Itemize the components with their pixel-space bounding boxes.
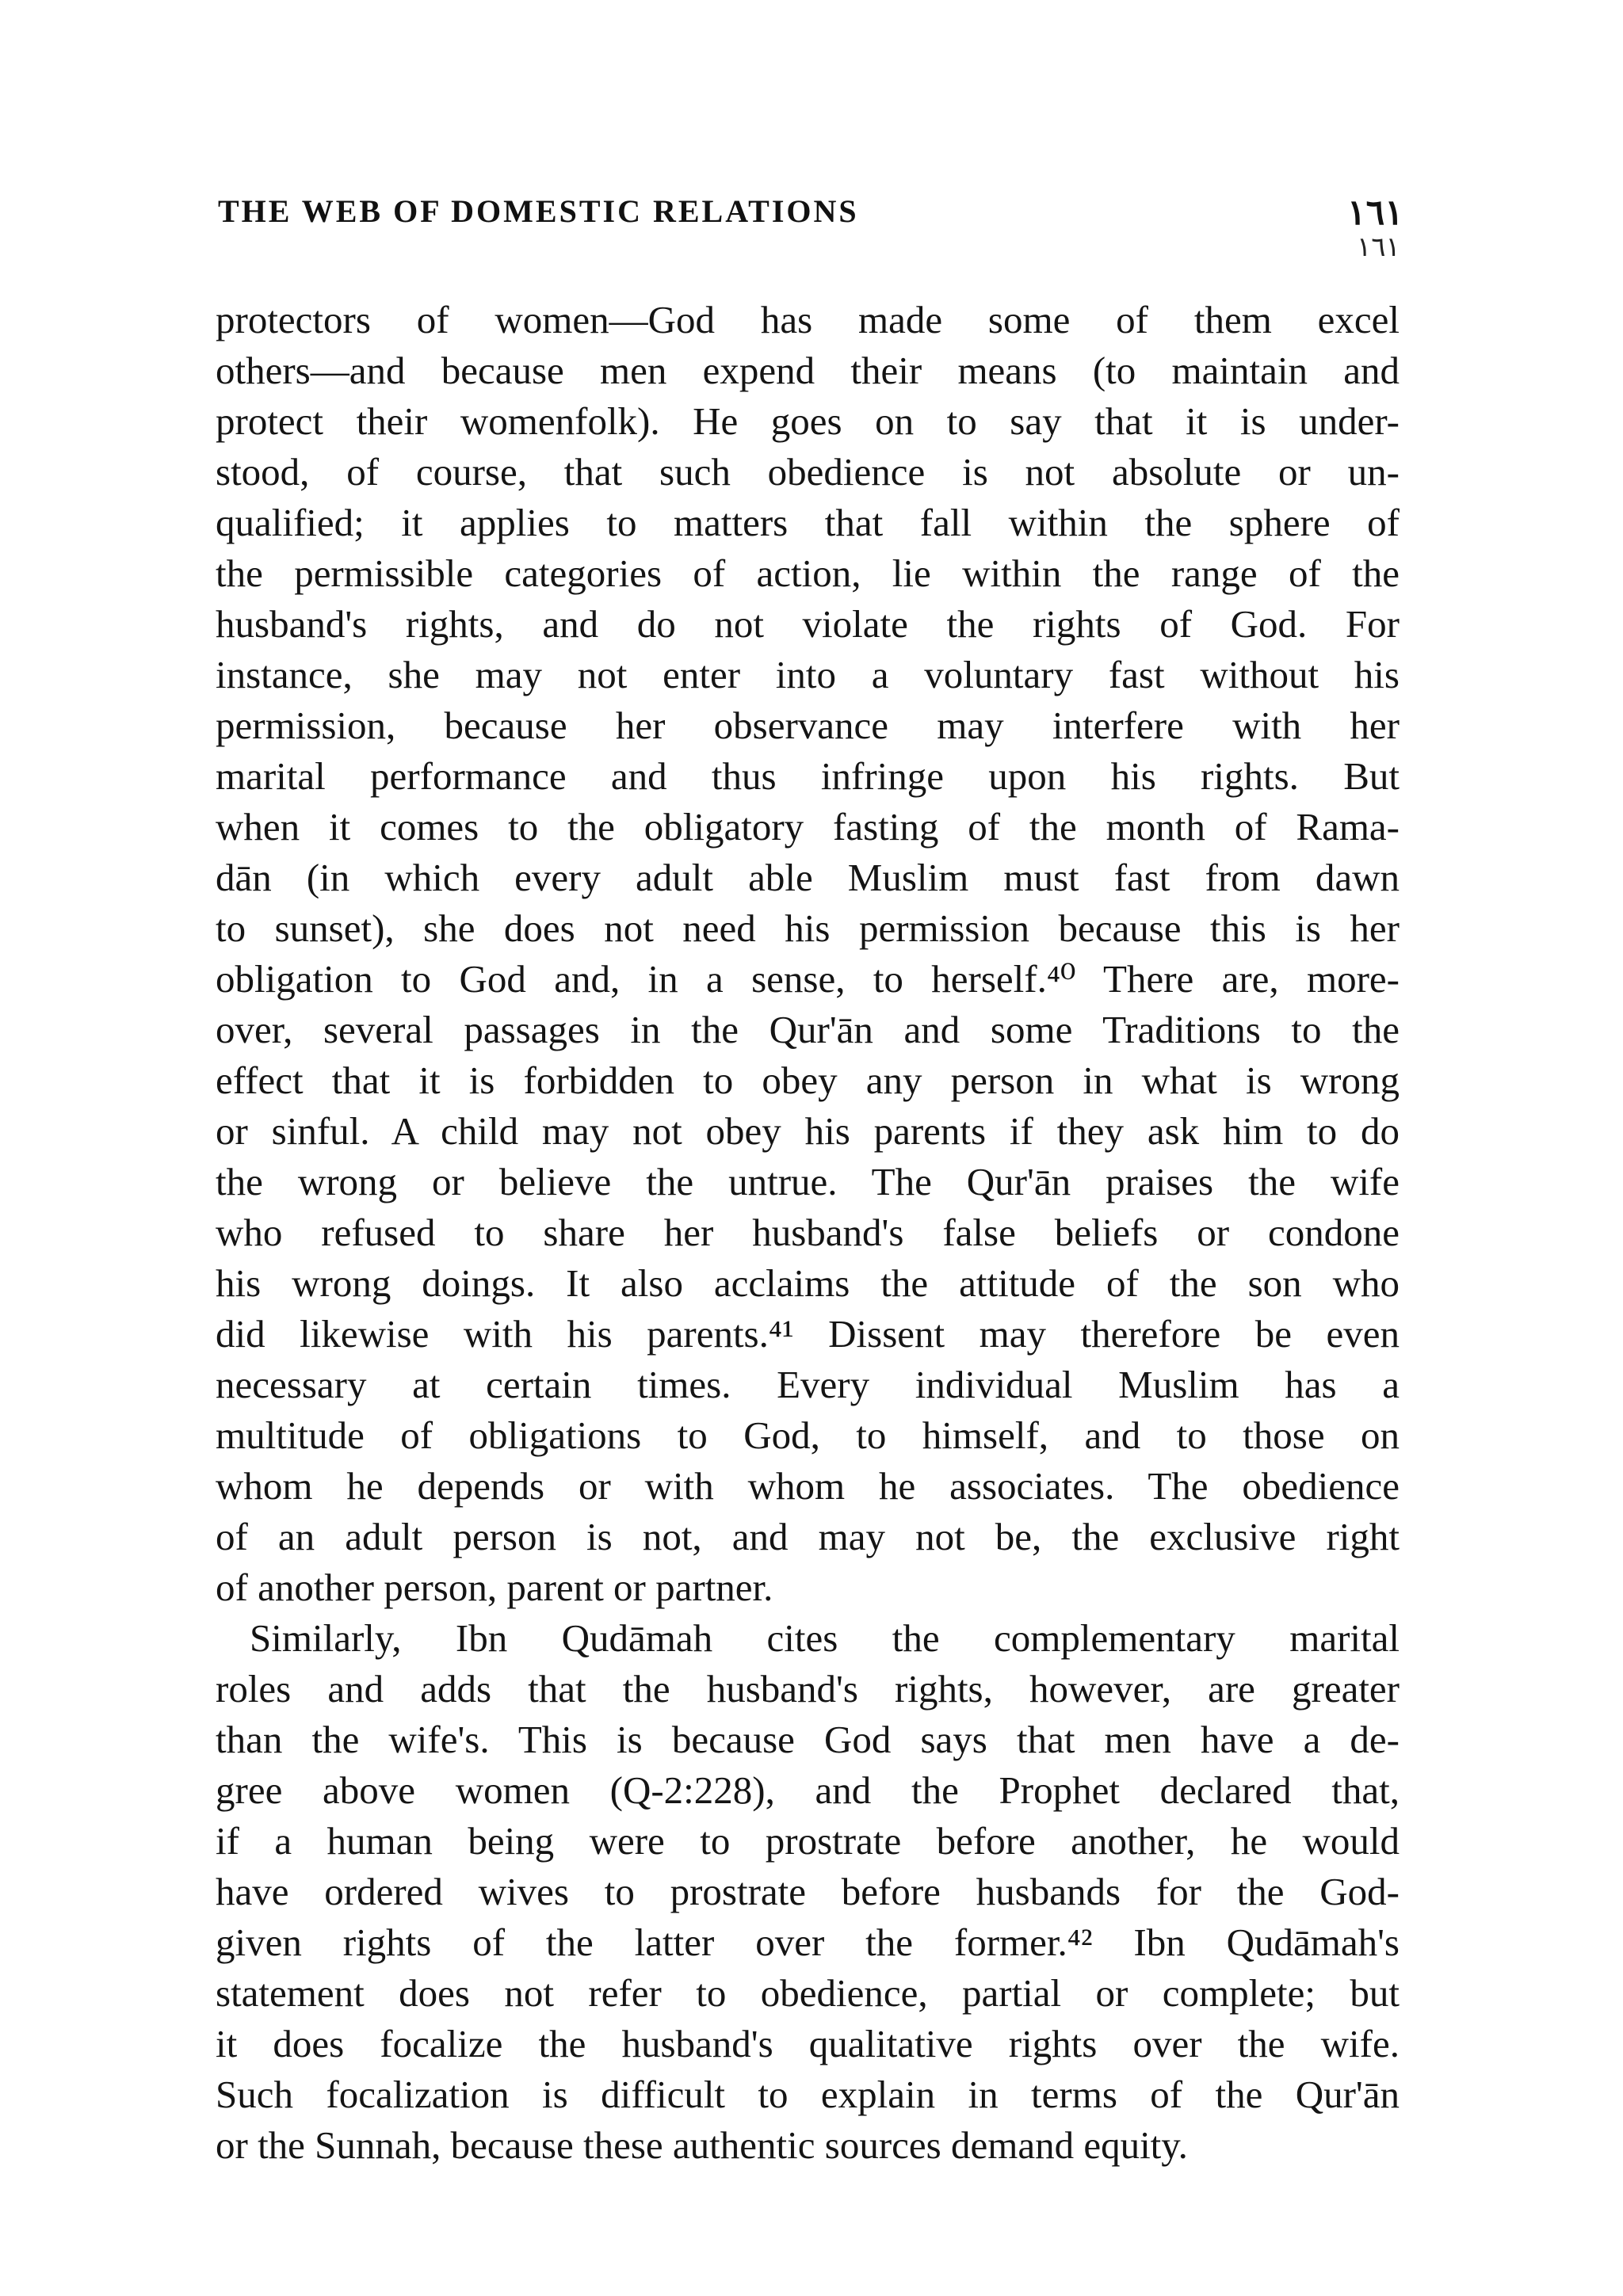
paragraph: [216, 1613, 1400, 2171]
text-line: than the wife's. This is because God says that men have a de-: [216, 1718, 1400, 1761]
text-line: who refused to share her husband's false beliefs or condone: [216, 1211, 1400, 1254]
page-number: ۱٦۱: [1347, 193, 1403, 232]
text-line: dān (in which every adult able Muslim must fast from dawn: [216, 856, 1400, 899]
text-line: given rights of the latter over the former.⁴² Ibn Qudāmah's: [216, 1920, 1400, 1964]
text-line: have ordered wives to prostrate before husbands for the God-: [216, 1870, 1400, 1913]
text-line: obligation to God and, in a sense, to herself.⁴⁰ There are, more-: [216, 957, 1400, 1001]
text-line: qualified; it applies to matters that fall within the sphere of: [216, 501, 1400, 544]
text-line: Such focalization is difficult to explain in terms of the Qur'ān: [216, 2073, 1400, 2116]
page-number-handwritten: ١٦١: [1357, 233, 1400, 262]
paragraph: [216, 295, 1400, 1613]
text-line: husband's rights, and do not violate the rights of God. For: [216, 602, 1400, 646]
text-line: to sunset), she does not need his permission because this is her: [216, 906, 1400, 950]
text-line: his wrong doings. It also acclaims the attitude of the son who: [216, 1261, 1400, 1305]
text-line: marital performance and thus infringe upon his rights. But: [216, 754, 1400, 798]
text-line: the wrong or believe the untrue. The Qur'ān praises the wife: [216, 1160, 1400, 1203]
text-line: it does focalize the husband's qualitative rights over the wife.: [216, 2022, 1400, 2065]
text-line: of another person, parent or partner.: [216, 1566, 773, 1609]
text-line: roles and adds that the husband's rights, however, are greater: [216, 1667, 1400, 1711]
body-text: [216, 295, 1400, 2171]
text-line: protectors of women—God has made some of them excel: [216, 298, 1400, 341]
text-line: did likewise with his parents.⁴¹ Dissent may therefore be even: [216, 1312, 1400, 1356]
text-line: permission, because her observance may interfere with her: [216, 704, 1400, 747]
text-line: effect that it is forbidden to obey any person in what is wrong: [216, 1058, 1400, 1102]
paragraphs: [216, 295, 1400, 2171]
text-line: over, several passages in the Qur'ān and some Traditions to the: [216, 1008, 1400, 1051]
text-line: protect their womenfolk). He goes on to say that it is under-: [216, 399, 1400, 443]
text-line: or the Sunnah, because these authentic sources demand equity.: [216, 2123, 1188, 2167]
text-line: multitude of obligations to God, to himself, and to those on: [216, 1413, 1400, 1457]
text-line: statement does not refer to obedience, partial or complete; but: [216, 1971, 1400, 2015]
text-line: when it comes to the obligatory fasting of the month of Rama-: [216, 805, 1400, 849]
text-line: of an adult person is not, and may not be, the exclusive right: [216, 1515, 1400, 1558]
text-line: others—and because men expend their means (to maintain and: [216, 349, 1400, 392]
text-line: whom he depends or with whom he associates. The obedience: [216, 1464, 1400, 1508]
text-line: stood, of course, that such obedience is not absolute or un-: [216, 450, 1400, 494]
running-head: THE WEB OF DOMESTIC RELATIONS: [218, 193, 859, 229]
text-line: gree above women (Q-2:228), and the Prophet declared that,: [216, 1768, 1400, 1812]
text-line: Similarly, Ibn Qudāmah cites the complementary marital: [250, 1616, 1400, 1660]
text-line: instance, she may not enter into a voluntary fast without his: [216, 653, 1400, 696]
text-line: or sinful. A child may not obey his parents if they ask him to do: [216, 1109, 1400, 1153]
text-line: necessary at certain times. Every individual Muslim has a: [216, 1363, 1400, 1406]
text-line: the permissible categories of action, lie within the range of the: [216, 551, 1400, 595]
text-line: if a human being were to prostrate before another, he would: [216, 1819, 1400, 1863]
